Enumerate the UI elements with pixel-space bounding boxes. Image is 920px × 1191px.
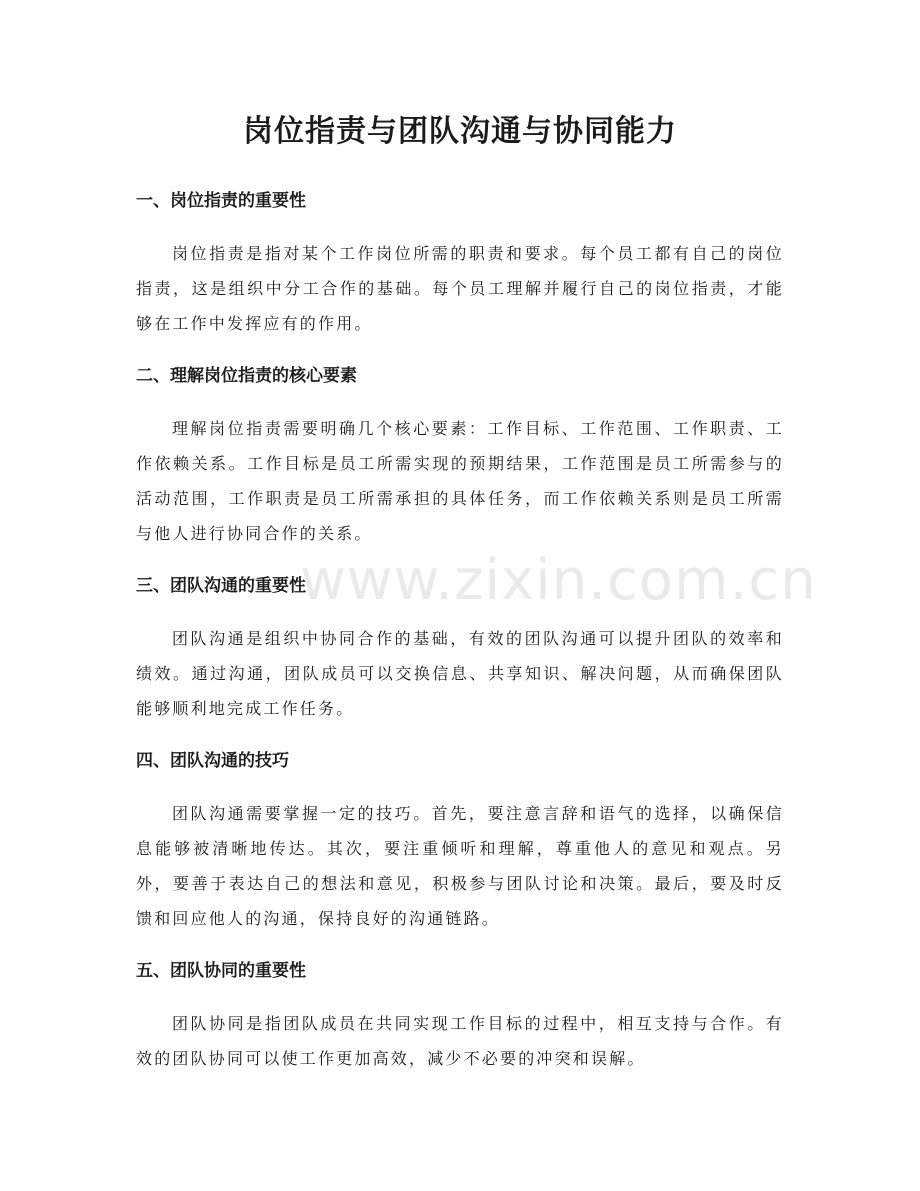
section-paragraph: 团队协同是指团队成员在共同实现工作目标的过程中，相互支持与合作。有效的团队协同可以使工作更加高效，减少不必要的冲突和误解。 [136,1014,784,1068]
section-heading: 三、团队沟通的重要性 [136,576,306,596]
section-3 [136,571,784,726]
section-heading: 五、团队协同的重要性 [136,961,306,981]
section-heading: 四、团队沟通的技巧 [136,751,289,771]
section-paragraph: 岗位指责是指对某个工作岗位所需的职责和要求。每个员工都有自己的岗位指责，这是组织中分工合作的基础。每个员工理解并履行自己的岗位指责，才能够在工作中发挥应有的作用。 [136,244,784,333]
section-paragraph: 团队沟通是组织中协同合作的基础，有效的团队沟通可以提升团队的效率和绩效。通过沟通，团队成员可以交换信息、共享知识、解决问题，从而确保团队能够顺利地完成工作任务。 [136,629,784,718]
document-content [136,186,784,1096]
section-paragraph: 理解岗位指责需要明确几个核心要素：工作目标、工作范围、工作职责、工作依赖关系。工作目标是员工所需实现的预期结果，工作范围是员工所需参与的活动范围，工作职责是员工所需承担的具体任务，而工作依赖关系则是员工所需与他人进行协同合作的关系。 [136,419,784,543]
watermark-text: www.zixin.com.cn [300,548,817,613]
section-1 [136,186,784,341]
section-2 [136,361,784,551]
section-heading: 二、理解岗位指责的核心要素 [136,366,357,386]
section-paragraph: 团队沟通需要掌握一定的技巧。首先，要注意言辞和语气的选择，以确保信息能够被清晰地传达。其次，要注重倾听和理解，尊重他人的意见和观点。另外，要善于表达自己的想法和意见，积极参与团队讨论和决策。最后，要及时反馈和回应他人的沟通，保持良好的沟通链路。 [136,804,784,928]
section-4 [136,746,784,936]
section-5 [136,956,784,1076]
section-heading: 一、岗位指责的重要性 [136,191,306,211]
document-title: 岗位指责与团队沟通与协同能力 [243,114,677,149]
